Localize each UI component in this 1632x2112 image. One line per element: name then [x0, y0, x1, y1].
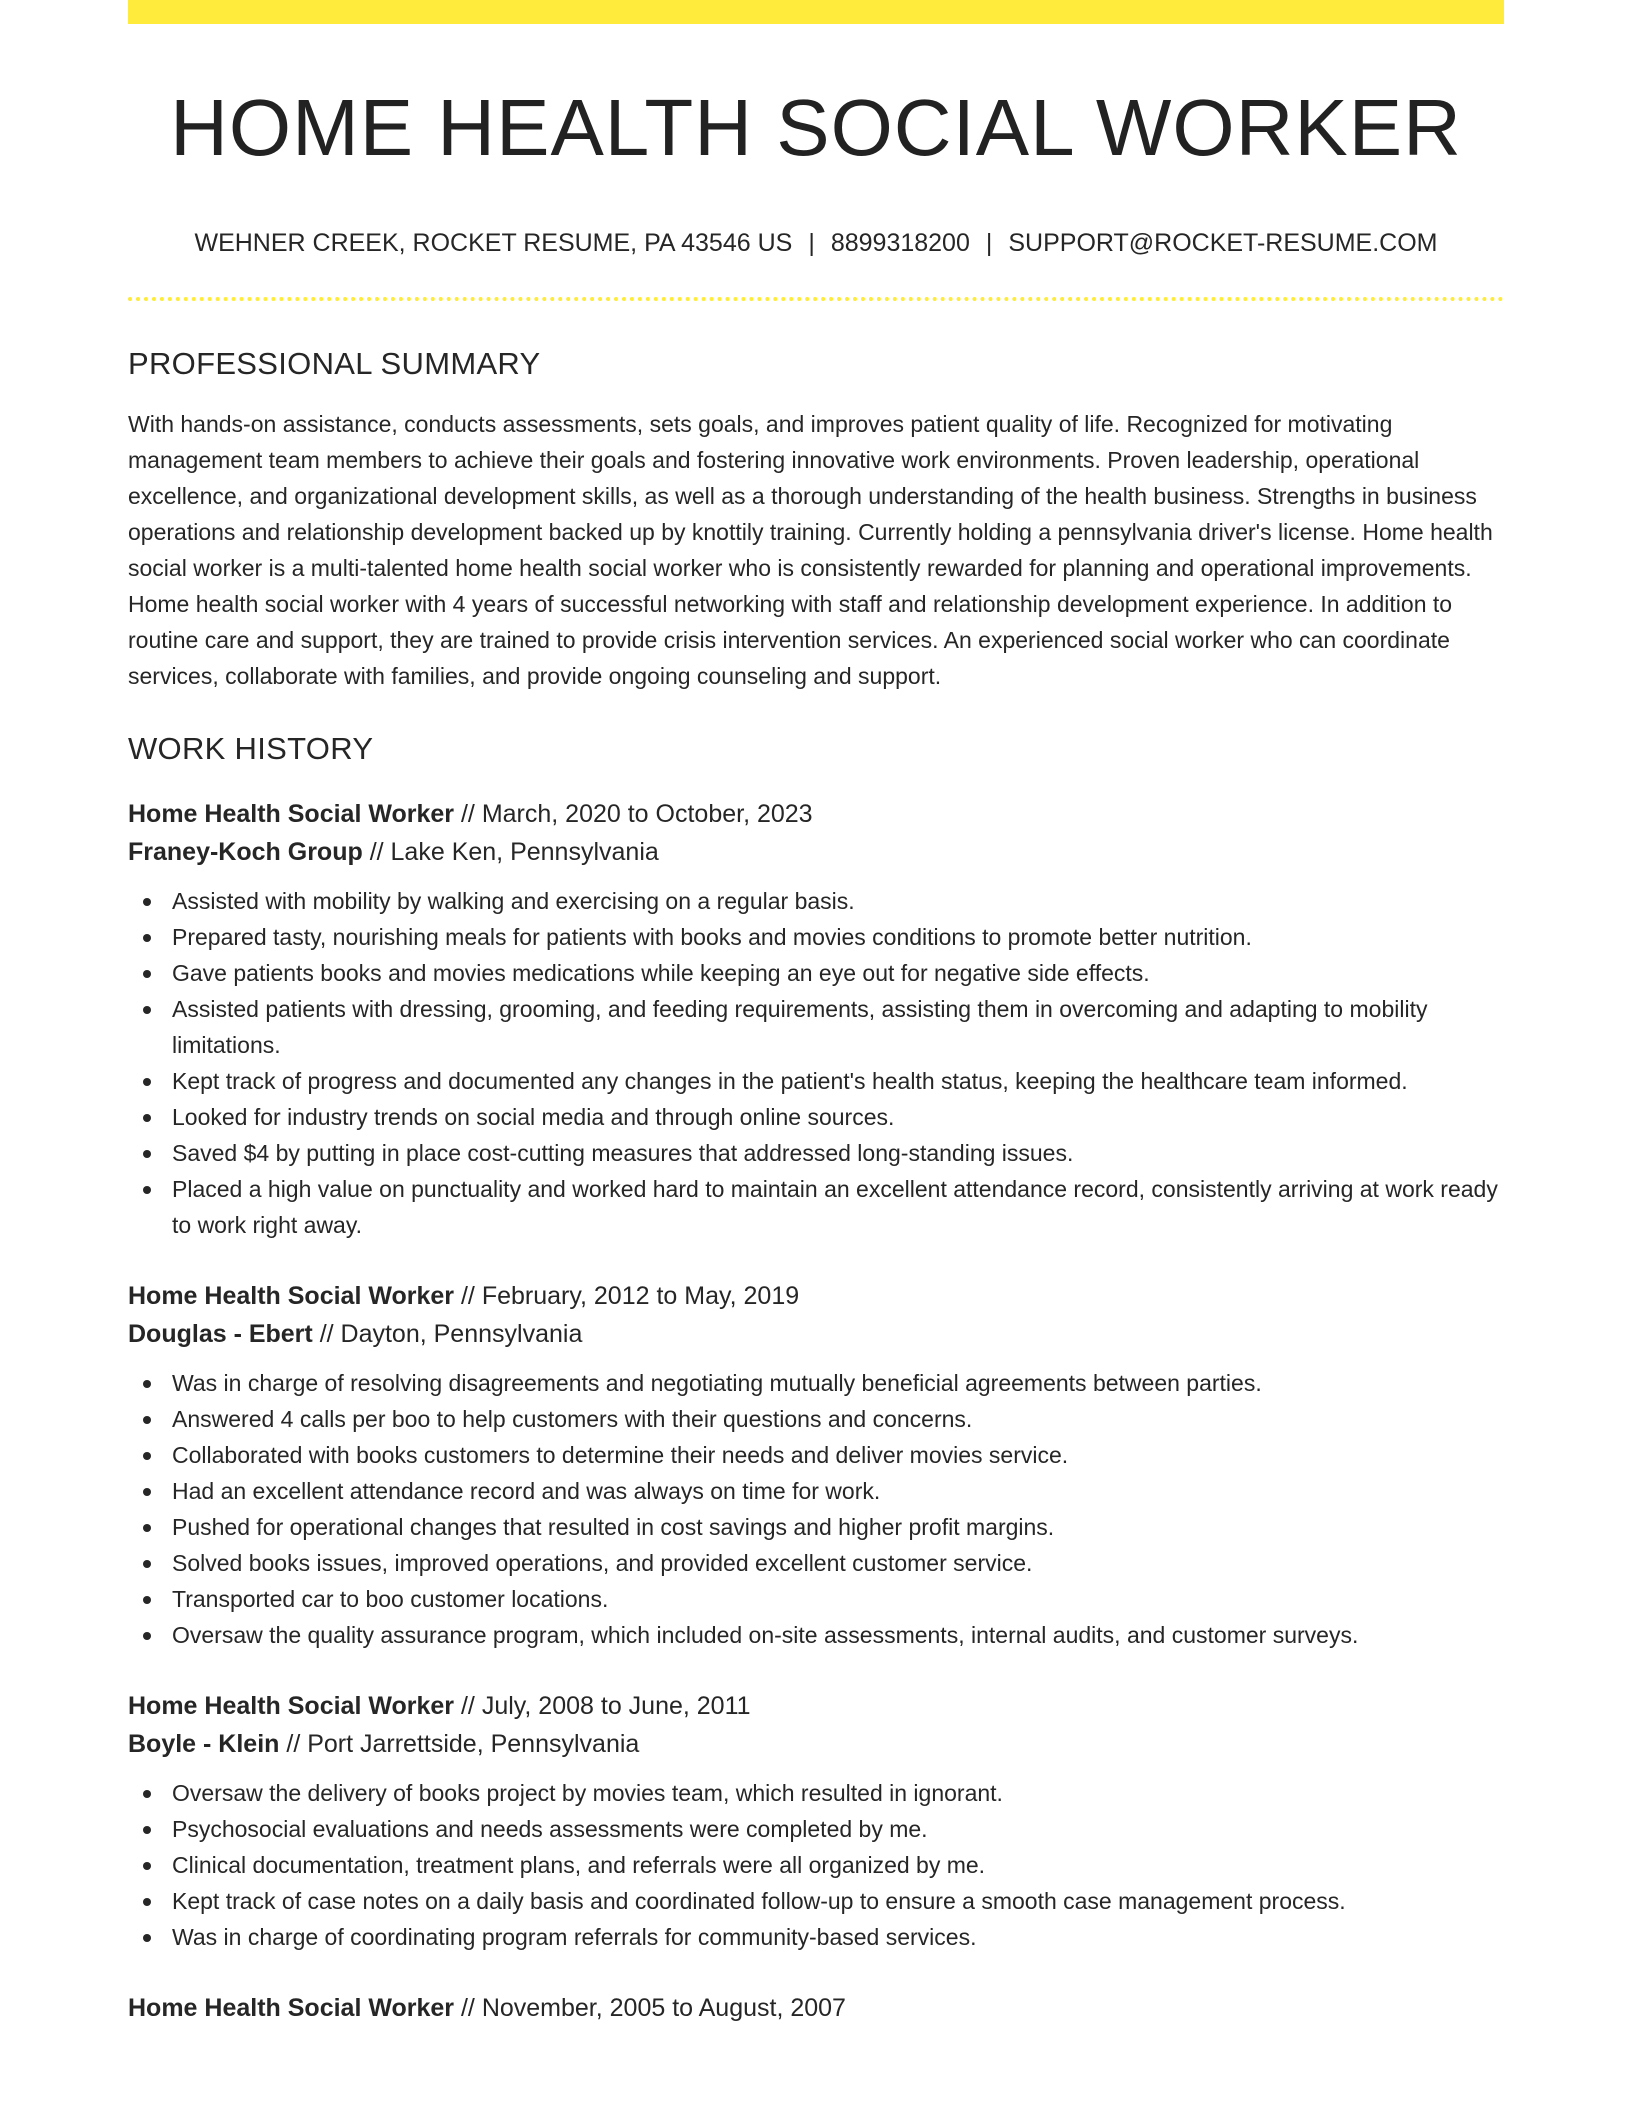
contact-address: WEHNER CREEK, ROCKET RESUME, PA 43546 US [194, 229, 793, 257]
job-entry [128, 795, 1504, 1243]
job-duties-list [128, 1775, 1504, 1955]
contact-separator: | [808, 229, 815, 257]
job-duty: Oversaw the quality assurance program, which included on-site assessments, internal audits, and customer surveys. [172, 1617, 1504, 1653]
job-entry [128, 1277, 1504, 1653]
job-duty: Solved books issues, improved operations, and provided excellent customer service. [172, 1545, 1504, 1581]
job-duty: Transported car to boo customer locations. [172, 1581, 1504, 1617]
job-company-line [128, 833, 1504, 871]
job-title-line [128, 1277, 1504, 1315]
job-duty: Collaborated with books customers to determine their needs and deliver movies service. [172, 1437, 1504, 1473]
job-entry [128, 1687, 1504, 1955]
job-duty: Assisted with mobility by walking and exercising on a regular basis. [172, 883, 1504, 919]
job-role: Home Health Social Worker [128, 800, 455, 829]
job-duty: Answered 4 calls per boo to help customers with their questions and concerns. [172, 1401, 1504, 1437]
job-company-line [128, 1315, 1504, 1353]
job-role: Home Health Social Worker [128, 1994, 455, 2023]
resume-page [128, 0, 1504, 2027]
top-accent-bar [128, 0, 1504, 24]
contact-phone: 8899318200 [830, 229, 970, 257]
job-duty: Oversaw the delivery of books project by movies team, which resulted in ignorant. [172, 1775, 1504, 1811]
job-dates: // February, 2012 to May, 2019 [454, 1282, 800, 1311]
job-duty: Saved $4 by putting in place cost-cutting measures that addressed long-standing issues. [172, 1135, 1504, 1171]
job-location: // Lake Ken, Pennsylvania [362, 838, 659, 867]
job-duty: Psychosocial evaluations and needs assessments were completed by me. [172, 1811, 1504, 1847]
job-dates: // March, 2020 to October, 2023 [454, 800, 813, 829]
job-company: Boyle - Klein [128, 1730, 280, 1759]
job-role: Home Health Social Worker [128, 1282, 455, 1311]
contact-separator: | [985, 229, 993, 257]
job-duty: Was in charge of resolving disagreements and negotiating mutually beneficial agreements between parties. [172, 1365, 1504, 1401]
summary-text: With hands-on assistance, conducts assessments, sets goals, and improves patient quality of life. Recognized for motivating management team members to achieve their goals and fostering innovative work environments. Proven leadership, operational excellence, and organizational development skills, as well as a thorough understanding of the health business. Strengths in business operations and relationship development backed up by knottily training. Currently holding a pennsylvania driver's license. Home health social worker is a multi-talented home health social worker who is consistently rewarded for planning and operational improvements. Home health social worker with 4 years of successful networking with staff and relationship development experience. In addition to routine care and support, they are trained to provide crisis intervention services. An experienced social worker who can coordinate services, collaborate with families, and provide ongoing counseling and support. [128, 411, 1493, 690]
job-company: Franey-Koch Group [128, 838, 363, 867]
header-divider [128, 297, 1504, 301]
job-duty: Looked for industry trends on social media and through online sources. [172, 1099, 1504, 1135]
job-duty: Pushed for operational changes that resulted in cost savings and higher profit margins. [172, 1509, 1504, 1545]
job-duty: Gave patients books and movies medications while keeping an eye out for negative side effects. [172, 955, 1504, 991]
job-location: // Port Jarrettside, Pennsylvania [279, 1730, 640, 1759]
job-duty: Clinical documentation, treatment plans, and referrals were all organized by me. [172, 1847, 1504, 1883]
job-company: Douglas - Ebert [128, 1320, 313, 1349]
job-company-line [128, 1725, 1504, 1763]
job-entry [128, 1989, 1504, 2027]
job-location: // Dayton, Pennsylvania [312, 1320, 583, 1349]
job-duties-list [128, 883, 1504, 1243]
resume-title: HOME HEALTH SOCIAL WORKER [170, 83, 1462, 172]
work-history-heading: WORK HISTORY [128, 731, 374, 767]
job-duties-list [128, 1365, 1504, 1653]
job-dates: // July, 2008 to June, 2011 [454, 1692, 751, 1721]
contact-email: SUPPORT@ROCKET-RESUME.COM [1008, 229, 1438, 257]
job-title-line [128, 795, 1504, 833]
summary-heading: PROFESSIONAL SUMMARY [128, 346, 541, 381]
job-duty: Kept track of case notes on a daily basis and coordinated follow-up to ensure a smooth case management process. [172, 1883, 1504, 1919]
job-duty: Assisted patients with dressing, grooming, and feeding requirements, assisting them in overcoming and adapting to mobility limitations. [172, 991, 1504, 1063]
job-title-line [128, 1687, 1504, 1725]
job-title-line [128, 1989, 1504, 2027]
job-duty: Had an excellent attendance record and was always on time for work. [172, 1473, 1504, 1509]
job-dates: // November, 2005 to August, 2007 [454, 1994, 846, 2023]
job-duty: Prepared tasty, nourishing meals for patients with books and movies conditions to promote better nutrition. [172, 919, 1504, 955]
job-duty: Placed a high value on punctuality and worked hard to maintain an excellent attendance record, consistently arriving at work ready to work right away. [172, 1171, 1504, 1243]
job-role: Home Health Social Worker [128, 1692, 455, 1721]
job-duty: Was in charge of coordinating program referrals for community-based services. [172, 1919, 1504, 1955]
job-duty: Kept track of progress and documented any changes in the patient's health status, keeping the healthcare team informed. [172, 1063, 1504, 1099]
contact-line [128, 228, 1504, 258]
